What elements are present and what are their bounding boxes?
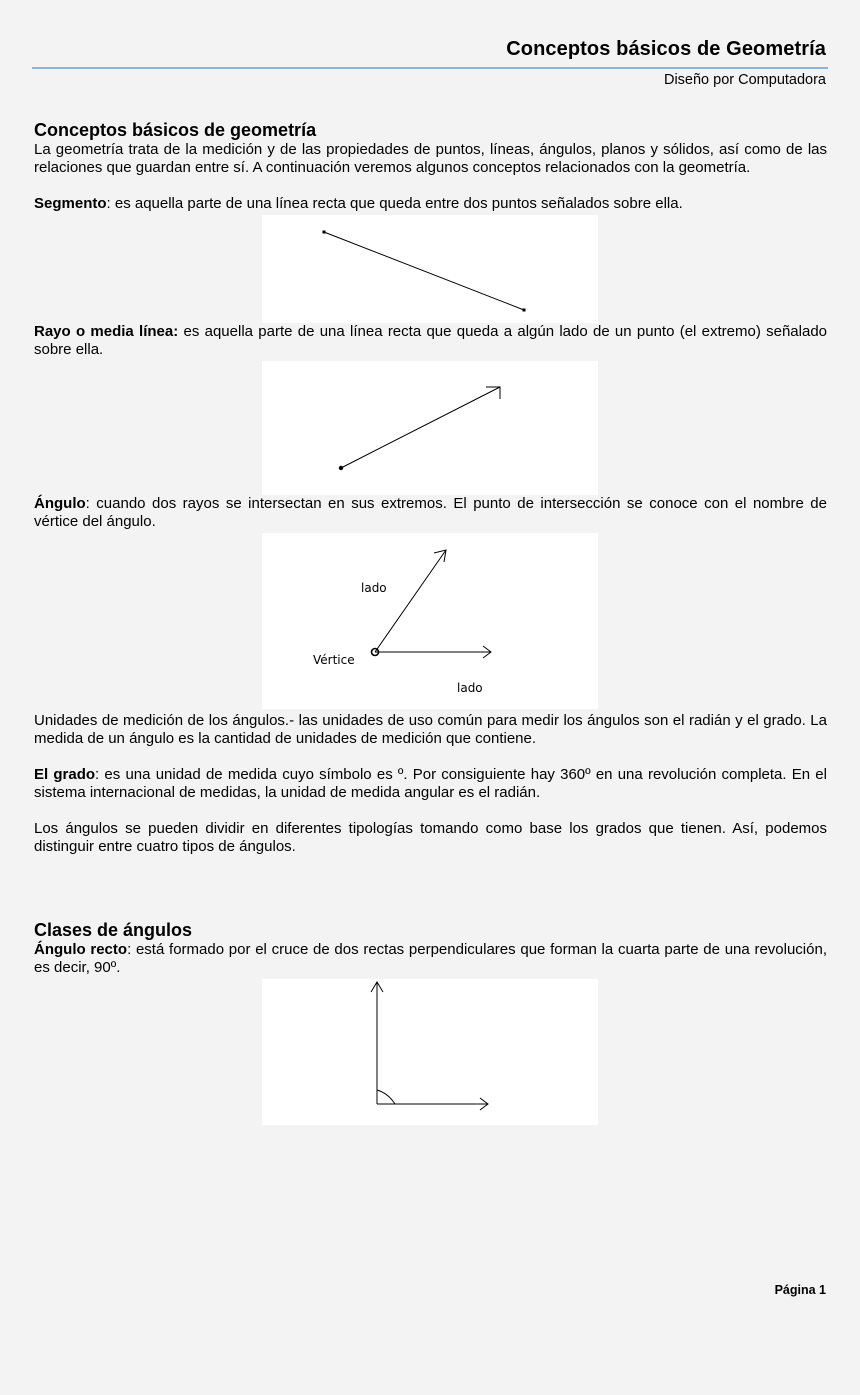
- grado-definition: : es una unidad de medida cuyo símbolo es º. Por consiguiente hay 360º en una revolución completa. En el sistema internacional de medidas, la unidad de medida angular es el radián.: [34, 766, 827, 801]
- segmento-definition: : es aquella parte de una línea recta que queda entre dos puntos señalados sobre ella.: [106, 195, 683, 212]
- rayo-term: Rayo o media línea:: [34, 323, 179, 340]
- recto-term: Ángulo recto: [34, 941, 128, 958]
- page-number: Página 1: [774, 1283, 826, 1297]
- angle-label-lado-upper: lado: [361, 581, 387, 595]
- ray-line: [341, 387, 500, 468]
- right-angle-figure: [262, 979, 598, 1125]
- section-heading-clases: Clases de ángulos: [34, 920, 193, 940]
- angle-ray-upper: [375, 550, 446, 652]
- header-divider: [32, 67, 828, 69]
- ray-endpoint: [339, 466, 343, 470]
- segment-endpoint-b: [523, 309, 526, 312]
- header-title: Conceptos básicos de Geometría: [506, 38, 826, 60]
- recto-paragraph: [34, 941, 827, 977]
- section-heading-conceptos: Conceptos básicos de geometría: [34, 120, 317, 140]
- segment-endpoint-a: [323, 231, 326, 234]
- grado-term: El grado: [34, 766, 96, 783]
- intro-paragraph: La geometría trata de la medición y de las propiedades de puntos, líneas, ángulos, planos y sólidos, así como de las relaciones que guardan entre sí. A continuación veremos algunos conceptos relacionados con la geometría.: [34, 141, 827, 176]
- grado-paragraph: [34, 766, 827, 802]
- segmento-paragraph: [34, 195, 827, 213]
- unidades-paragraph: Unidades de medición de los ángulos.- las unidades de uso común para medir los ángulos son el radián y el grado. La medida de un ángulo es la cantidad de unidades de medición que contiene.: [34, 712, 827, 747]
- document-body: [34, 120, 827, 1125]
- segment-line: [324, 232, 524, 310]
- tipologias-paragraph: Los ángulos se pueden dividir en diferentes tipologías tomando como base los grados que tienen. Así, podemos distinguir entre cuatro tipos de ángulos.: [34, 820, 827, 855]
- angle-figure: [262, 533, 598, 709]
- segment-figure: [262, 215, 598, 323]
- angulo-definition: : cuando dos rayos se intersectan en sus extremos. El punto de intersección se conoce con el nombre de vértice del ángulo.: [34, 495, 827, 530]
- angle-label-vertice: Vértice: [313, 653, 355, 667]
- segmento-term: Segmento: [34, 195, 107, 212]
- rayo-paragraph: [34, 323, 827, 359]
- rayo-definition: es aquella parte de una línea recta que queda a algún lado de un punto (el extremo) señalado sobre ella.: [34, 323, 828, 358]
- right-angle-marker: [377, 1090, 395, 1104]
- ray-figure: [262, 361, 598, 495]
- angulo-term: Ángulo: [34, 495, 86, 512]
- angle-label-lado-lower: lado: [457, 681, 483, 695]
- header-subtitle: Diseño por Computadora: [663, 72, 826, 88]
- angulo-paragraph: [34, 495, 827, 531]
- recto-definition: : está formado por el cruce de dos rectas perpendiculares que forman la cuarta parte de una revolución, es decir, 90º.: [34, 941, 827, 976]
